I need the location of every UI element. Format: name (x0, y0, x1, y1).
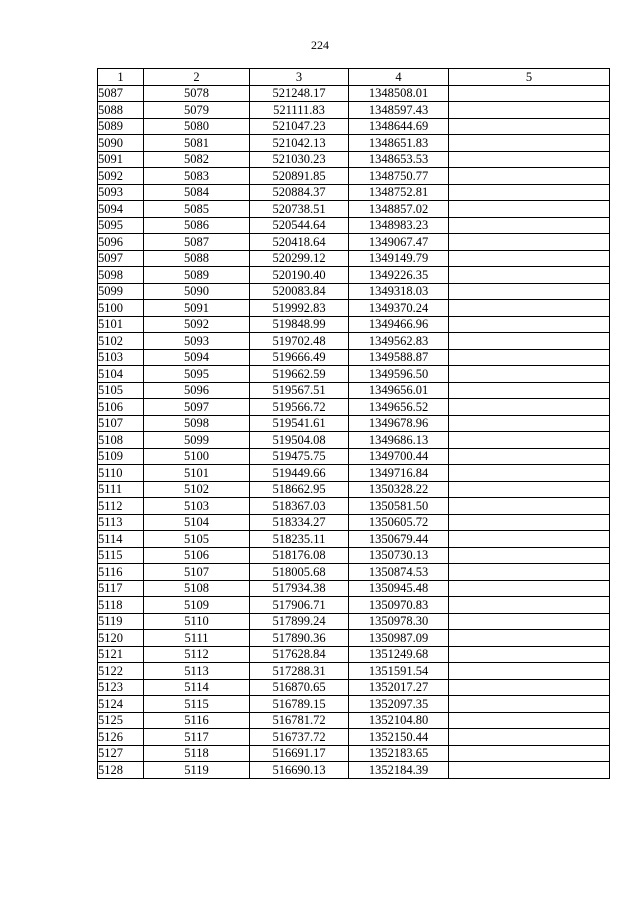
table-cell: 5116 (98, 564, 144, 581)
table-cell: 5094 (98, 201, 144, 218)
table-cell (449, 514, 610, 531)
table-cell: 520190.40 (250, 267, 349, 284)
table-cell: 5100 (98, 300, 144, 317)
table-cell: 5080 (144, 118, 250, 135)
table-cell (449, 85, 610, 102)
table-cell: 5126 (98, 729, 144, 746)
table-cell: 518235.11 (250, 531, 349, 548)
table-cell: 5084 (144, 184, 250, 201)
table-cell: 1348653.53 (349, 151, 449, 168)
table-row (98, 349, 610, 366)
table-cell (449, 217, 610, 234)
table-row (98, 399, 610, 416)
table-cell (449, 234, 610, 251)
table-cell (449, 580, 610, 597)
table-cell: 519702.48 (250, 333, 349, 350)
table-cell: 1350679.44 (349, 531, 449, 548)
table-cell: 1348651.83 (349, 135, 449, 152)
table-cell: 1351249.68 (349, 646, 449, 663)
table-cell: 5103 (144, 498, 250, 515)
column-header: 3 (250, 69, 349, 86)
table-cell (449, 102, 610, 119)
table-cell: 519504.08 (250, 432, 349, 449)
table-cell (449, 366, 610, 383)
table-cell: 521042.13 (250, 135, 349, 152)
column-header: 1 (98, 69, 144, 86)
table-cell: 516691.17 (250, 745, 349, 762)
table-cell: 521111.83 (250, 102, 349, 119)
table-cell: 516781.72 (250, 712, 349, 729)
table-row (98, 745, 610, 762)
table-cell: 5110 (98, 465, 144, 482)
table-cell (449, 481, 610, 498)
table-row (98, 448, 610, 465)
table-row (98, 300, 610, 317)
table-cell (449, 564, 610, 581)
table-cell: 5108 (98, 432, 144, 449)
table-cell: 1349678.96 (349, 415, 449, 432)
table-row (98, 415, 610, 432)
table-cell (449, 547, 610, 564)
table-row (98, 580, 610, 597)
coordinates-table (97, 68, 610, 779)
table-cell: 5125 (98, 712, 144, 729)
table-cell: 5112 (144, 646, 250, 663)
table-cell: 1349686.13 (349, 432, 449, 449)
table-cell: 5104 (144, 514, 250, 531)
table-row (98, 85, 610, 102)
table-cell: 5095 (98, 217, 144, 234)
table-row (98, 679, 610, 696)
table-cell: 518334.27 (250, 514, 349, 531)
table-cell: 1350970.83 (349, 597, 449, 614)
table-cell: 1349466.96 (349, 316, 449, 333)
table-cell: 1351591.54 (349, 663, 449, 680)
table-cell: 1350874.53 (349, 564, 449, 581)
table-cell: 517934.38 (250, 580, 349, 597)
table-row (98, 729, 610, 746)
table-cell: 5113 (98, 514, 144, 531)
table-row (98, 366, 610, 383)
table-cell: 5111 (144, 630, 250, 647)
table-cell: 5109 (144, 597, 250, 614)
table-cell: 520884.37 (250, 184, 349, 201)
table-cell: 1350581.50 (349, 498, 449, 515)
table-cell: 5094 (144, 349, 250, 366)
table-cell (449, 283, 610, 300)
table-cell: 5114 (98, 531, 144, 548)
table-cell (449, 250, 610, 267)
table-cell: 5081 (144, 135, 250, 152)
table-row (98, 630, 610, 647)
table-row (98, 762, 610, 779)
table-cell: 5104 (98, 366, 144, 383)
page-number: 224 (311, 38, 329, 52)
table-cell: 5123 (98, 679, 144, 696)
table-cell: 519666.49 (250, 349, 349, 366)
table-row (98, 333, 610, 350)
table-cell (449, 531, 610, 548)
table-body (98, 85, 610, 778)
table-cell (449, 679, 610, 696)
table-row (98, 481, 610, 498)
table-cell: 516737.72 (250, 729, 349, 746)
table-cell: 1348597.43 (349, 102, 449, 119)
table-cell (449, 201, 610, 218)
table-cell: 5119 (144, 762, 250, 779)
table-cell: 518367.03 (250, 498, 349, 515)
table-cell: 5088 (144, 250, 250, 267)
table-cell: 1352104.80 (349, 712, 449, 729)
table-cell: 5091 (144, 300, 250, 317)
table-cell (449, 646, 610, 663)
table-cell: 5095 (144, 366, 250, 383)
table-cell (449, 762, 610, 779)
table-cell: 1350945.48 (349, 580, 449, 597)
table-cell: 5108 (144, 580, 250, 597)
table-cell: 5102 (144, 481, 250, 498)
table-cell: 5122 (98, 663, 144, 680)
table-row (98, 646, 610, 663)
table-row (98, 316, 610, 333)
table-cell: 519475.75 (250, 448, 349, 465)
table-cell: 5078 (144, 85, 250, 102)
table-cell: 519449.66 (250, 465, 349, 482)
table-cell: 5101 (144, 465, 250, 482)
table-cell: 5107 (98, 415, 144, 432)
table-cell: 1349596.50 (349, 366, 449, 383)
table-cell (449, 630, 610, 647)
table-cell: 517628.84 (250, 646, 349, 663)
table-cell: 518005.68 (250, 564, 349, 581)
table-cell: 1349370.24 (349, 300, 449, 317)
table-cell: 5103 (98, 349, 144, 366)
table-cell (449, 267, 610, 284)
table-cell: 516690.13 (250, 762, 349, 779)
table-cell: 5092 (144, 316, 250, 333)
table-cell: 1352150.44 (349, 729, 449, 746)
table-cell: 519567.51 (250, 382, 349, 399)
table-cell: 5115 (144, 696, 250, 713)
table-cell (449, 382, 610, 399)
table-cell: 5088 (98, 102, 144, 119)
table-row (98, 712, 610, 729)
table-cell: 5083 (144, 168, 250, 185)
table-cell: 1349226.35 (349, 267, 449, 284)
table-cell: 5091 (98, 151, 144, 168)
table-cell (449, 696, 610, 713)
table-cell: 516870.65 (250, 679, 349, 696)
table-cell: 519992.83 (250, 300, 349, 317)
table-cell: 520299.12 (250, 250, 349, 267)
table-row (98, 465, 610, 482)
table-cell: 5101 (98, 316, 144, 333)
table-cell: 5090 (144, 283, 250, 300)
table-cell: 1350328.22 (349, 481, 449, 498)
table-cell: 5117 (98, 580, 144, 597)
table-cell: 5118 (98, 597, 144, 614)
table-cell (449, 333, 610, 350)
table-cell: 5092 (98, 168, 144, 185)
table-cell: 5102 (98, 333, 144, 350)
table-cell: 1349716.84 (349, 465, 449, 482)
table-cell: 520891.85 (250, 168, 349, 185)
table-cell: 5105 (144, 531, 250, 548)
table-cell: 5120 (98, 630, 144, 647)
table-cell: 1352097.35 (349, 696, 449, 713)
table-row (98, 102, 610, 119)
table-row (98, 547, 610, 564)
table-cell: 5079 (144, 102, 250, 119)
table-cell (449, 399, 610, 416)
table-cell: 5106 (144, 547, 250, 564)
table-cell: 5093 (144, 333, 250, 350)
table-cell: 5106 (98, 399, 144, 416)
table-cell: 1348750.77 (349, 168, 449, 185)
table-row (98, 498, 610, 515)
table-row (98, 201, 610, 218)
table-cell (449, 184, 610, 201)
table-cell (449, 613, 610, 630)
table-row (98, 250, 610, 267)
column-header: 2 (144, 69, 250, 86)
table-cell: 521248.17 (250, 85, 349, 102)
table-cell: 1352183.65 (349, 745, 449, 762)
table-cell (449, 712, 610, 729)
table-row (98, 531, 610, 548)
table-row (98, 382, 610, 399)
table-cell: 5099 (144, 432, 250, 449)
table-cell: 517288.31 (250, 663, 349, 680)
table-row (98, 597, 610, 614)
table-cell: 518176.08 (250, 547, 349, 564)
column-header: 4 (349, 69, 449, 86)
table-row (98, 432, 610, 449)
table-cell: 5098 (98, 267, 144, 284)
table-cell: 521030.23 (250, 151, 349, 168)
table-cell: 5114 (144, 679, 250, 696)
table-cell: 5112 (98, 498, 144, 515)
table-row (98, 234, 610, 251)
table-cell (449, 300, 610, 317)
table-cell: 5096 (98, 234, 144, 251)
table-row (98, 514, 610, 531)
table-cell (449, 498, 610, 515)
table-cell: 5097 (98, 250, 144, 267)
table-cell: 1350605.72 (349, 514, 449, 531)
table-cell: 1349318.03 (349, 283, 449, 300)
table-cell: 5116 (144, 712, 250, 729)
table-cell (449, 168, 610, 185)
table-cell: 5111 (98, 481, 144, 498)
table-cell: 5090 (98, 135, 144, 152)
table-cell: 1349067.47 (349, 234, 449, 251)
table-cell: 5115 (98, 547, 144, 564)
table-cell: 5089 (98, 118, 144, 135)
table-cell: 1349656.52 (349, 399, 449, 416)
table-cell: 5086 (144, 217, 250, 234)
table-row (98, 135, 610, 152)
table-row (98, 613, 610, 630)
table-cell: 5110 (144, 613, 250, 630)
table-cell (449, 349, 610, 366)
table-cell: 1350978.30 (349, 613, 449, 630)
table-cell: 519848.99 (250, 316, 349, 333)
table-row (98, 118, 610, 135)
table-cell: 1352017.27 (349, 679, 449, 696)
table-cell (449, 316, 610, 333)
table-cell: 5105 (98, 382, 144, 399)
table-header-row (98, 69, 610, 86)
table-cell: 5093 (98, 184, 144, 201)
table-cell (449, 118, 610, 135)
table-cell: 5118 (144, 745, 250, 762)
table-cell: 5121 (98, 646, 144, 663)
table-cell: 5127 (98, 745, 144, 762)
table-cell (449, 415, 610, 432)
table-cell: 5124 (98, 696, 144, 713)
table-cell: 518662.95 (250, 481, 349, 498)
table-cell: 521047.23 (250, 118, 349, 135)
table-cell: 5098 (144, 415, 250, 432)
table-cell: 5109 (98, 448, 144, 465)
table-cell (449, 663, 610, 680)
table-cell (449, 432, 610, 449)
table-cell: 5119 (98, 613, 144, 630)
table-cell: 517906.71 (250, 597, 349, 614)
table-cell: 520738.51 (250, 201, 349, 218)
column-header: 5 (449, 69, 610, 86)
table-row (98, 283, 610, 300)
table-cell: 1348508.01 (349, 85, 449, 102)
table-cell: 5107 (144, 564, 250, 581)
table-cell: 520418.64 (250, 234, 349, 251)
table-cell: 5113 (144, 663, 250, 680)
table-cell: 5089 (144, 267, 250, 284)
table-cell: 516789.15 (250, 696, 349, 713)
table-cell: 5085 (144, 201, 250, 218)
table-cell: 5100 (144, 448, 250, 465)
table-cell: 517899.24 (250, 613, 349, 630)
table-cell: 1348644.69 (349, 118, 449, 135)
table-row (98, 151, 610, 168)
table-row (98, 217, 610, 234)
table-cell (449, 151, 610, 168)
table-row (98, 696, 610, 713)
table-cell: 5096 (144, 382, 250, 399)
table-cell: 5087 (144, 234, 250, 251)
table-cell: 519541.61 (250, 415, 349, 432)
table-cell: 1352184.39 (349, 762, 449, 779)
table-cell: 1349656.01 (349, 382, 449, 399)
table-cell: 519662.59 (250, 366, 349, 383)
table-cell: 5082 (144, 151, 250, 168)
table-cell (449, 135, 610, 152)
table-row (98, 184, 610, 201)
table-row (98, 267, 610, 284)
table-cell: 1349149.79 (349, 250, 449, 267)
table-cell: 520544.64 (250, 217, 349, 234)
table-cell: 1348857.02 (349, 201, 449, 218)
table-cell: 5097 (144, 399, 250, 416)
table-cell: 519566.72 (250, 399, 349, 416)
table-cell: 1350987.09 (349, 630, 449, 647)
table-cell (449, 465, 610, 482)
table-cell: 1350730.13 (349, 547, 449, 564)
table-cell: 1349588.87 (349, 349, 449, 366)
table-cell: 517890.36 (250, 630, 349, 647)
table-row (98, 168, 610, 185)
table-cell: 5117 (144, 729, 250, 746)
table-cell: 5128 (98, 762, 144, 779)
table-cell: 5099 (98, 283, 144, 300)
table-row (98, 663, 610, 680)
table-cell: 1348752.81 (349, 184, 449, 201)
table-cell (449, 729, 610, 746)
table-cell: 520083.84 (250, 283, 349, 300)
table-cell (449, 597, 610, 614)
table-cell (449, 448, 610, 465)
table-cell: 1349562.83 (349, 333, 449, 350)
table-cell (449, 745, 610, 762)
table-cell: 1349700.44 (349, 448, 449, 465)
table-row (98, 564, 610, 581)
table-cell: 5087 (98, 85, 144, 102)
table-cell: 1348983.23 (349, 217, 449, 234)
